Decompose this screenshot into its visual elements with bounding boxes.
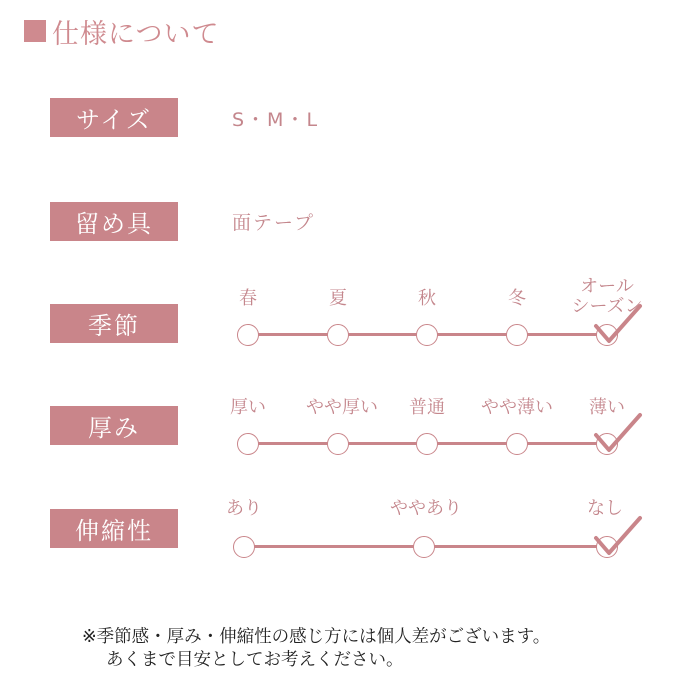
section-title bbox=[24, 14, 219, 48]
size-value: S・M・L bbox=[232, 109, 320, 131]
title-square-marker bbox=[24, 20, 46, 42]
stretch-option-2: ややあり bbox=[390, 498, 462, 519]
thickness-dot-4[interactable] bbox=[506, 433, 528, 455]
fastener-label: 留め具 bbox=[50, 202, 178, 241]
season-option-3: 秋 bbox=[418, 288, 436, 309]
season-option-2: 夏 bbox=[329, 288, 347, 309]
season-dot-1[interactable] bbox=[237, 324, 259, 346]
thickness-option-3: 普通 bbox=[409, 397, 445, 418]
stretch-option-1: あり bbox=[226, 498, 262, 519]
thickness-check-icon bbox=[592, 411, 644, 457]
season-dot-3[interactable] bbox=[416, 324, 438, 346]
season-dot-4[interactable] bbox=[506, 324, 528, 346]
thickness-dot-2[interactable] bbox=[327, 433, 349, 455]
disclaimer-note bbox=[82, 626, 550, 672]
fastener-value: 面テープ bbox=[232, 212, 316, 234]
thickness-dot-3[interactable] bbox=[416, 433, 438, 455]
stretch-dot-1[interactable] bbox=[233, 536, 255, 558]
thickness-option-1: 厚い bbox=[230, 397, 266, 418]
thickness-option-5: 薄い bbox=[589, 397, 625, 418]
note-line-1: ※季節感・厚み・伸縮性の感じ方には個人差がございます。 bbox=[82, 627, 551, 647]
stretch-check-icon bbox=[592, 514, 644, 560]
season-check-icon bbox=[592, 302, 644, 348]
note-line-2: あくまで目安としてお考えください。 bbox=[106, 650, 404, 670]
stretch-label: 伸縮性 bbox=[50, 509, 178, 548]
thickness-label: 厚み bbox=[50, 406, 178, 445]
season-option-1: 春 bbox=[239, 288, 257, 309]
season-option-5: オール シーズン bbox=[571, 276, 643, 317]
thickness-dot-1[interactable] bbox=[237, 433, 259, 455]
size-label: サイズ bbox=[50, 98, 178, 137]
season-dot-2[interactable] bbox=[327, 324, 349, 346]
title-text: 仕様について bbox=[52, 18, 220, 50]
thickness-option-2: やや厚い bbox=[306, 397, 378, 418]
season-label: 季節 bbox=[50, 304, 178, 343]
stretch-option-3: なし bbox=[587, 498, 623, 519]
stretch-dot-2[interactable] bbox=[413, 536, 435, 558]
thickness-option-4: やや薄い bbox=[481, 397, 553, 418]
season-option-4: 冬 bbox=[508, 288, 526, 309]
